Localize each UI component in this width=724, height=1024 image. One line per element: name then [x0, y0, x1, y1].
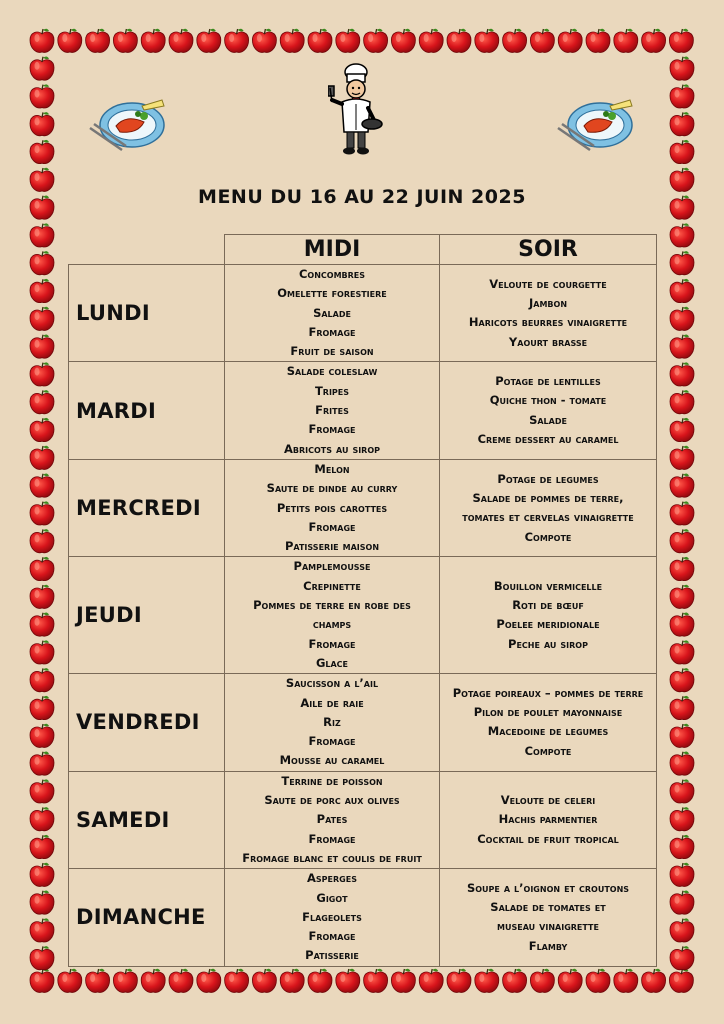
- apple-icon: [670, 57, 694, 81]
- header-empty-cell: [69, 235, 225, 265]
- soir-cell: [440, 557, 657, 674]
- day-name: MERCREDI: [69, 459, 225, 556]
- column-header-midi: MIDI: [225, 235, 440, 265]
- apple-icon: [391, 969, 415, 993]
- menu-item: Cocktail de fruit tropical: [477, 831, 619, 846]
- apple-icon: [30, 529, 54, 553]
- plate-icon: [554, 98, 636, 154]
- menu-item: Salade de tomates et: [490, 900, 606, 915]
- apple-icon: [670, 335, 694, 359]
- day-name: LUNDI: [69, 265, 225, 362]
- soir-cell: [440, 869, 657, 966]
- menu-item: Potage de legumes: [497, 471, 599, 486]
- apple-icon: [336, 969, 360, 993]
- apple-icon: [30, 223, 54, 247]
- menu-item: Gigot: [316, 890, 348, 905]
- apple-icon: [30, 891, 54, 915]
- menu-item: Saute de dinde au curry: [266, 481, 398, 496]
- apple-icon: [558, 969, 582, 993]
- day-name: SAMEDI: [69, 771, 225, 868]
- apple-icon: [30, 557, 54, 581]
- apple-icon: [86, 969, 110, 993]
- apple-icon: [58, 29, 82, 53]
- apple-icon: [670, 501, 694, 525]
- apple-icon: [30, 969, 54, 993]
- table-row: [69, 362, 657, 459]
- apple-icon: [670, 557, 694, 581]
- menu-item: Melon: [314, 461, 350, 476]
- menu-item: Fromage: [308, 636, 356, 651]
- menu-item: Hachis parmentier: [498, 812, 598, 827]
- apple-icon: [586, 969, 610, 993]
- apple-icon: [670, 668, 694, 692]
- apple-icon: [113, 969, 137, 993]
- menu-item: Tripes: [314, 383, 350, 398]
- apple-icon: [670, 807, 694, 831]
- soir-cell: [440, 459, 657, 556]
- apple-icon: [225, 29, 249, 53]
- menu-item: Poelee meridionale: [496, 617, 600, 632]
- apple-icon: [669, 969, 693, 993]
- menu-item: Pilon de poulet mayonnaise: [473, 705, 623, 720]
- apple-icon: [58, 969, 82, 993]
- apple-icon: [280, 29, 304, 53]
- apple-icon: [670, 863, 694, 887]
- apple-icon: [141, 969, 165, 993]
- apple-icon: [670, 84, 694, 108]
- day-name: JEUDI: [69, 557, 225, 674]
- apple-icon: [670, 307, 694, 331]
- apple-icon: [30, 446, 54, 470]
- menu-item: Crepinette: [303, 578, 361, 593]
- table-row: [69, 771, 657, 868]
- table-row: [69, 674, 657, 771]
- apple-icon: [336, 29, 360, 53]
- menu-item: Potage de lentilles: [495, 374, 601, 389]
- apple-icon: [30, 335, 54, 359]
- menu-item: Compote: [524, 529, 572, 544]
- menu-item: Veloute de courgette: [489, 276, 607, 291]
- apple-icon: [30, 140, 54, 164]
- apple-icon: [670, 279, 694, 303]
- apple-icon: [308, 29, 332, 53]
- menu-item: Patisserie maison: [284, 539, 380, 554]
- apple-icon: [447, 969, 471, 993]
- day-name: MARDI: [69, 362, 225, 459]
- apple-icon: [614, 29, 638, 53]
- menu-item: Saute de porc aux olives: [264, 793, 400, 808]
- apple-icon: [586, 29, 610, 53]
- apple-icon: [30, 807, 54, 831]
- menu-item: Jambon: [528, 295, 568, 310]
- apple-icon: [670, 112, 694, 136]
- midi-cell: [225, 674, 440, 771]
- menu-item: Veloute de celeri: [500, 793, 596, 808]
- midi-cell: [225, 771, 440, 868]
- menu-item: Creme dessert au caramel: [477, 432, 619, 447]
- menu-item: Pamplemousse: [293, 559, 371, 574]
- menu-item: Abricots au sirop: [283, 441, 381, 456]
- menu-item: Fromage: [308, 831, 356, 846]
- menu-item: Macedoine de legumes: [487, 724, 609, 739]
- menu-item: Riz: [323, 714, 341, 729]
- apple-icon: [475, 29, 499, 53]
- menu-item: Omelette forestiere: [277, 286, 387, 301]
- apple-icon: [30, 696, 54, 720]
- apple-icon: [197, 29, 221, 53]
- apple-icon: [30, 390, 54, 414]
- apple-icon: [30, 501, 54, 525]
- apple-icon: [669, 29, 693, 53]
- apple-icon: [30, 474, 54, 498]
- menu-item: Flageolets: [302, 909, 362, 924]
- apple-icon: [30, 57, 54, 81]
- apple-icon: [503, 969, 527, 993]
- apple-icon: [225, 969, 249, 993]
- apple-icon: [670, 140, 694, 164]
- menu-item: Glace: [315, 655, 349, 670]
- apple-icon: [280, 969, 304, 993]
- apple-icon: [670, 390, 694, 414]
- menu-item: Quiche thon - tomate: [489, 393, 607, 408]
- apple-icon: [530, 29, 554, 53]
- apple-icon: [30, 585, 54, 609]
- table-row: [69, 869, 657, 966]
- header-row: [69, 235, 657, 265]
- apple-icon: [30, 863, 54, 887]
- apple-icon: [614, 969, 638, 993]
- apple-icon: [30, 112, 54, 136]
- apple-icon: [252, 29, 276, 53]
- menu-item: Fromage: [308, 422, 356, 437]
- apple-icon: [391, 29, 415, 53]
- menu-item: Fromage: [308, 324, 356, 339]
- menu-item: Yaourt brasse: [508, 334, 588, 349]
- menu-item: Fromage: [308, 519, 356, 534]
- apple-icon: [30, 752, 54, 776]
- apple-icon: [670, 474, 694, 498]
- apple-icon: [364, 29, 388, 53]
- menu-item: Salade coleslaw: [286, 364, 378, 379]
- soir-cell: [440, 362, 657, 459]
- menu-item: Fruit de saison: [290, 344, 374, 359]
- apple-icon: [670, 251, 694, 275]
- apple-icon: [670, 918, 694, 942]
- apple-icon: [530, 969, 554, 993]
- menu-item: Pommes de terre en robe des: [253, 598, 411, 613]
- menu-item: tomates et cervelas vinaigrette: [462, 510, 634, 525]
- apple-icon: [30, 835, 54, 859]
- menu-table: [68, 234, 657, 967]
- apple-icon: [642, 969, 666, 993]
- apple-icon: [503, 29, 527, 53]
- apple-icon: [30, 918, 54, 942]
- table-row: [69, 265, 657, 362]
- menu-item: Flamby: [528, 938, 568, 953]
- apple-icon: [364, 969, 388, 993]
- apple-icon: [113, 29, 137, 53]
- menu-item: Petits pois carottes: [276, 500, 388, 515]
- apple-icon: [670, 223, 694, 247]
- apple-icon: [670, 946, 694, 970]
- apple-icon: [30, 640, 54, 664]
- apple-icon: [670, 640, 694, 664]
- apple-icon: [141, 29, 165, 53]
- apple-icon: [558, 29, 582, 53]
- apple-icon: [670, 724, 694, 748]
- table-row: [69, 459, 657, 556]
- day-name: VENDREDI: [69, 674, 225, 771]
- midi-cell: [225, 869, 440, 966]
- soir-cell: [440, 265, 657, 362]
- midi-cell: [225, 362, 440, 459]
- apple-icon: [670, 446, 694, 470]
- menu-item: Asperges: [307, 871, 357, 886]
- apple-icon: [30, 251, 54, 275]
- chef-icon: [328, 62, 384, 158]
- apple-icon: [475, 969, 499, 993]
- apple-icon: [30, 724, 54, 748]
- menu-item: Salade de pommes de terre,: [472, 490, 624, 505]
- apple-icon: [670, 529, 694, 553]
- day-name: DIMANCHE: [69, 869, 225, 966]
- menu-item: Fromage: [308, 734, 356, 749]
- apple-icon: [30, 279, 54, 303]
- menu-item: Mousse au caramel: [279, 753, 385, 768]
- apple-icon: [308, 969, 332, 993]
- apple-icon: [30, 307, 54, 331]
- apple-icon: [419, 29, 443, 53]
- menu-item: Patisserie: [305, 948, 359, 963]
- menu-item: Bouillon vermicelle: [493, 578, 603, 593]
- apple-icon: [670, 362, 694, 386]
- midi-cell: [225, 557, 440, 674]
- apple-icon: [670, 891, 694, 915]
- apple-icon: [447, 29, 471, 53]
- menu-item: Pates: [316, 812, 348, 827]
- menu-item: Salade: [529, 412, 567, 427]
- apple-icon: [30, 946, 54, 970]
- menu-item: Fromage: [308, 929, 356, 944]
- apple-icon: [670, 779, 694, 803]
- menu-item: Haricots beurres vinaigrette: [468, 315, 628, 330]
- plate-icon: [86, 98, 168, 154]
- menu-item: Saucisson a l’ail: [285, 676, 379, 691]
- menu-item: Soupe a l’oignon et croutons: [466, 880, 630, 895]
- apple-icon: [30, 84, 54, 108]
- menu-item: Terrine de poisson: [281, 773, 383, 788]
- apple-icon: [30, 362, 54, 386]
- table-row: [69, 557, 657, 674]
- apple-icon: [30, 418, 54, 442]
- soir-cell: [440, 771, 657, 868]
- menu-title: MENU DU 16 AU 22 JUIN 2025: [198, 186, 526, 208]
- apple-icon: [670, 613, 694, 637]
- menu-item: Fromage blanc et coulis de fruit: [242, 850, 422, 865]
- menu-item: Compote: [524, 743, 572, 758]
- menu-item: museau vinaigrette: [497, 919, 599, 934]
- menu-item: Peche au sirop: [508, 636, 588, 651]
- menu-item: Frites: [315, 403, 349, 418]
- apple-icon: [670, 696, 694, 720]
- menu-item: champs: [312, 617, 352, 632]
- apple-icon: [197, 969, 221, 993]
- apple-icon: [670, 752, 694, 776]
- apple-icon: [169, 969, 193, 993]
- apple-icon: [670, 835, 694, 859]
- apple-icon: [169, 29, 193, 53]
- menu-item: Aile de raie: [300, 695, 364, 710]
- apple-icon: [670, 418, 694, 442]
- menu-item: Salade: [313, 305, 351, 320]
- column-header-soir: SOIR: [440, 235, 657, 265]
- midi-cell: [225, 459, 440, 556]
- apple-icon: [30, 29, 54, 53]
- midi-cell: [225, 265, 440, 362]
- apple-icon: [30, 613, 54, 637]
- apple-icon: [419, 969, 443, 993]
- menu-item: Concombres: [298, 267, 366, 281]
- menu-item: Potage poireaux – pommes de terre: [452, 685, 644, 700]
- menu-item: Roti de bœuf: [512, 598, 584, 613]
- apple-icon: [30, 668, 54, 692]
- soir-cell: [440, 674, 657, 771]
- apple-icon: [642, 29, 666, 53]
- apple-icon: [670, 585, 694, 609]
- apple-icon: [86, 29, 110, 53]
- apple-icon: [252, 969, 276, 993]
- apple-icon: [30, 779, 54, 803]
